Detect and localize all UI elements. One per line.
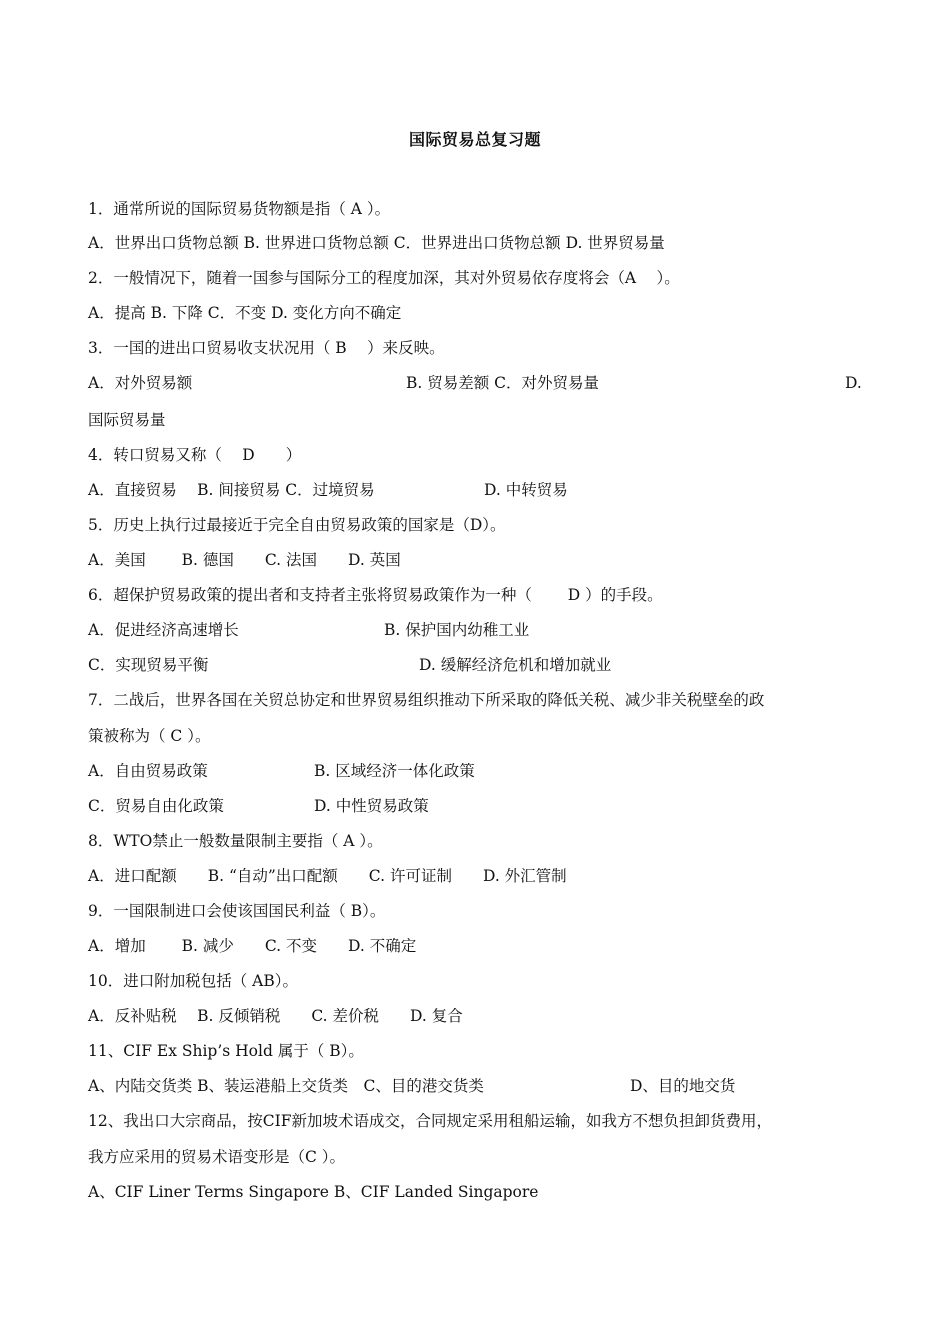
question-6: 6．超保护贸易政策的提出者和支持者主张将贸易政策作为一种（ D ）的手段。 (88, 586, 663, 604)
page-title: 国际贸易总复习题 (408, 130, 541, 149)
question-10: 10．进口附加税包括（ AB）。 (88, 972, 298, 990)
question-7-cont: 策被称为（ C ）。 (88, 727, 211, 745)
options-2: A．提高 B. 下降 C．不变 D. 变化方向不确定 (88, 304, 402, 322)
question-8: 8．WTO禁止一般数量限制主要指（ A ）。 (88, 832, 383, 850)
options-1: A．世界出口货物总额 B. 世界进口货物总额 C．世界进出口货物总额 D. 世界贸易量 (88, 234, 665, 252)
question-12-cont: 我方应采用的贸易术语变形是（C ）。 (88, 1148, 346, 1166)
option-6c: C．实现贸易平衡 (88, 656, 209, 674)
options-10: A．反补贴税 B. 反倾销税 C. 差价税 D. 复合 (88, 1007, 463, 1025)
options-8: A．进口配额 B. “自动”出口配额 C. 许可证制 D. 外汇管制 (88, 867, 567, 885)
question-3: 3．一国的进出口贸易收支状况用（ B ）来反映。 (88, 339, 445, 357)
option-3d-label: D. (845, 374, 862, 392)
question-12: 12、我出口大宗商品，按CIF新加坡术语成交，合同规定采用租船运输，如我方不想负担卸货费用， (88, 1112, 772, 1130)
option-7c: C．贸易自由化政策 (88, 797, 224, 815)
option-6a: A．促进经济高速增长 (88, 621, 239, 639)
option-3a: A．对外贸易额 (88, 374, 193, 392)
option-11d: D、目的地交货 (630, 1077, 736, 1095)
question-2: 2．一般情况下，随着一国参与国际分工的程度加深，其对外贸易依存度将会（A ）。 (88, 269, 680, 287)
question-5: 5．历史上执行过最接近于完全自由贸易政策的国家是（D）。 (88, 516, 506, 534)
question-11: 11、CIF Ex Ship’s Hold 属于（ B）。 (88, 1042, 364, 1060)
question-1: 1．通常所说的国际贸易货物额是指（ A ）。 (88, 200, 391, 218)
option-7b: B. 区域经济一体化政策 (314, 762, 475, 780)
option-7d: D. 中性贸易政策 (314, 797, 429, 815)
options-4abc: A．直接贸易 B. 间接贸易 C．过境贸易 (88, 481, 375, 499)
option-7a: A．自由贸易政策 (88, 762, 208, 780)
question-7: 7．二战后，世界各国在关贸总协定和世界贸易组织推动下所采取的降低关税、减少非关税壁垒的政 (88, 691, 765, 709)
option-4d: D. 中转贸易 (484, 481, 568, 499)
option-3d-text: 国际贸易量 (88, 411, 166, 429)
options-5: A．美国 B. 德国 C. 法国 D. 英国 (88, 551, 401, 569)
option-6d: D. 缓解经济危机和增加就业 (419, 656, 612, 674)
option-6b: B. 保护国内幼稚工业 (384, 621, 530, 639)
options-9: A．增加 B. 减少 C. 不变 D. 不确定 (88, 937, 417, 955)
question-9: 9．一国限制进口会使该国国民利益（ B）。 (88, 902, 386, 920)
options-12: A、CIF Liner Terms Singapore B、CIF Landed Singapore (88, 1183, 539, 1201)
options-11abc: A、内陆交货类 B、装运港船上交货类 C、目的港交货类 (88, 1077, 484, 1095)
option-3bc: B. 贸易差额 C．对外贸易量 (406, 374, 600, 392)
question-4: 4．转口贸易又称（ D ） (88, 446, 302, 464)
